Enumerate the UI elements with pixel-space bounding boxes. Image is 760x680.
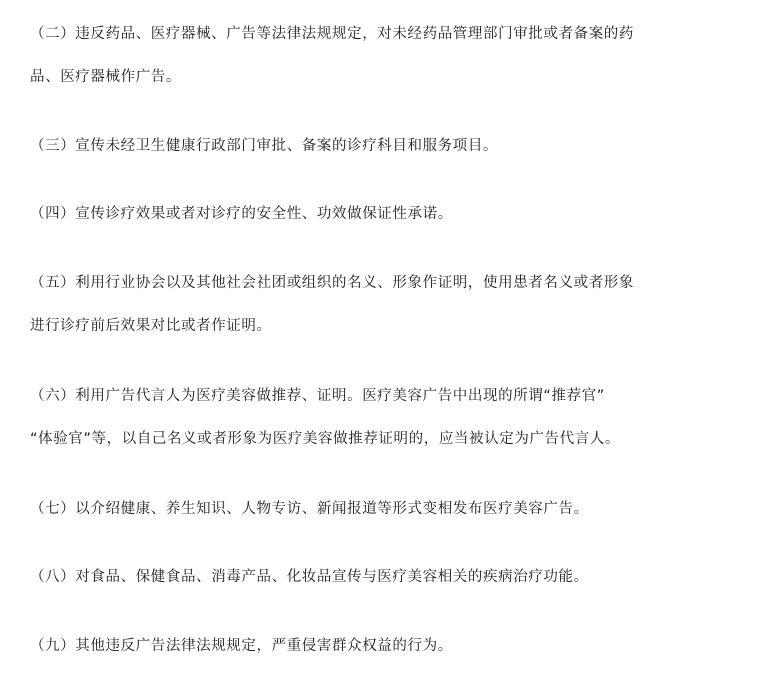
- paragraph-3-line-1: （三）宣传未经卫生健康行政部门审批、备案的诊疗科目和服务项目。: [30, 138, 499, 154]
- paragraph-6-line-1: （六）利用广告代言人为医疗美容做推荐、证明。医疗美容广告中出现的所谓“推荐官”: [30, 388, 605, 404]
- paragraph-5-line-2: 进行诊疗前后效果对比或者作证明。: [30, 318, 272, 334]
- paragraph-7-line-1: （七）以介绍健康、养生知识、人物专访、新闻报道等形式变相发布医疗美容广告。: [30, 501, 589, 517]
- paragraph-2-line-1: （二）违反药品、医疗器械、广告等法律法规规定，对未经药品管理部门审批或者备案的药: [30, 26, 634, 42]
- paragraph-8-line-1: （八）对食品、保健食品、消毒产品、化妆品宣传与医疗美容相关的疾病治疗功能。: [30, 569, 589, 585]
- paragraph-2-line-2: 品、医疗器械作广告。: [30, 69, 181, 85]
- paragraph-5-line-1: （五）利用行业协会以及其他社会社团或组织的名义、形象作证明，使用患者名义或者形象: [30, 275, 634, 291]
- paragraph-4-line-1: （四）宣传诊疗效果或者对诊疗的安全性、功效做保证性承诺。: [30, 206, 453, 222]
- paragraph-9-line-1: （九）其他违反广告法律法规规定，严重侵害群众权益的行为。: [30, 638, 453, 654]
- paragraph-6-line-2: “体验官”等，以自己名义或者形象为医疗美容做推荐证明的，应当被认定为广告代言人。: [30, 431, 621, 447]
